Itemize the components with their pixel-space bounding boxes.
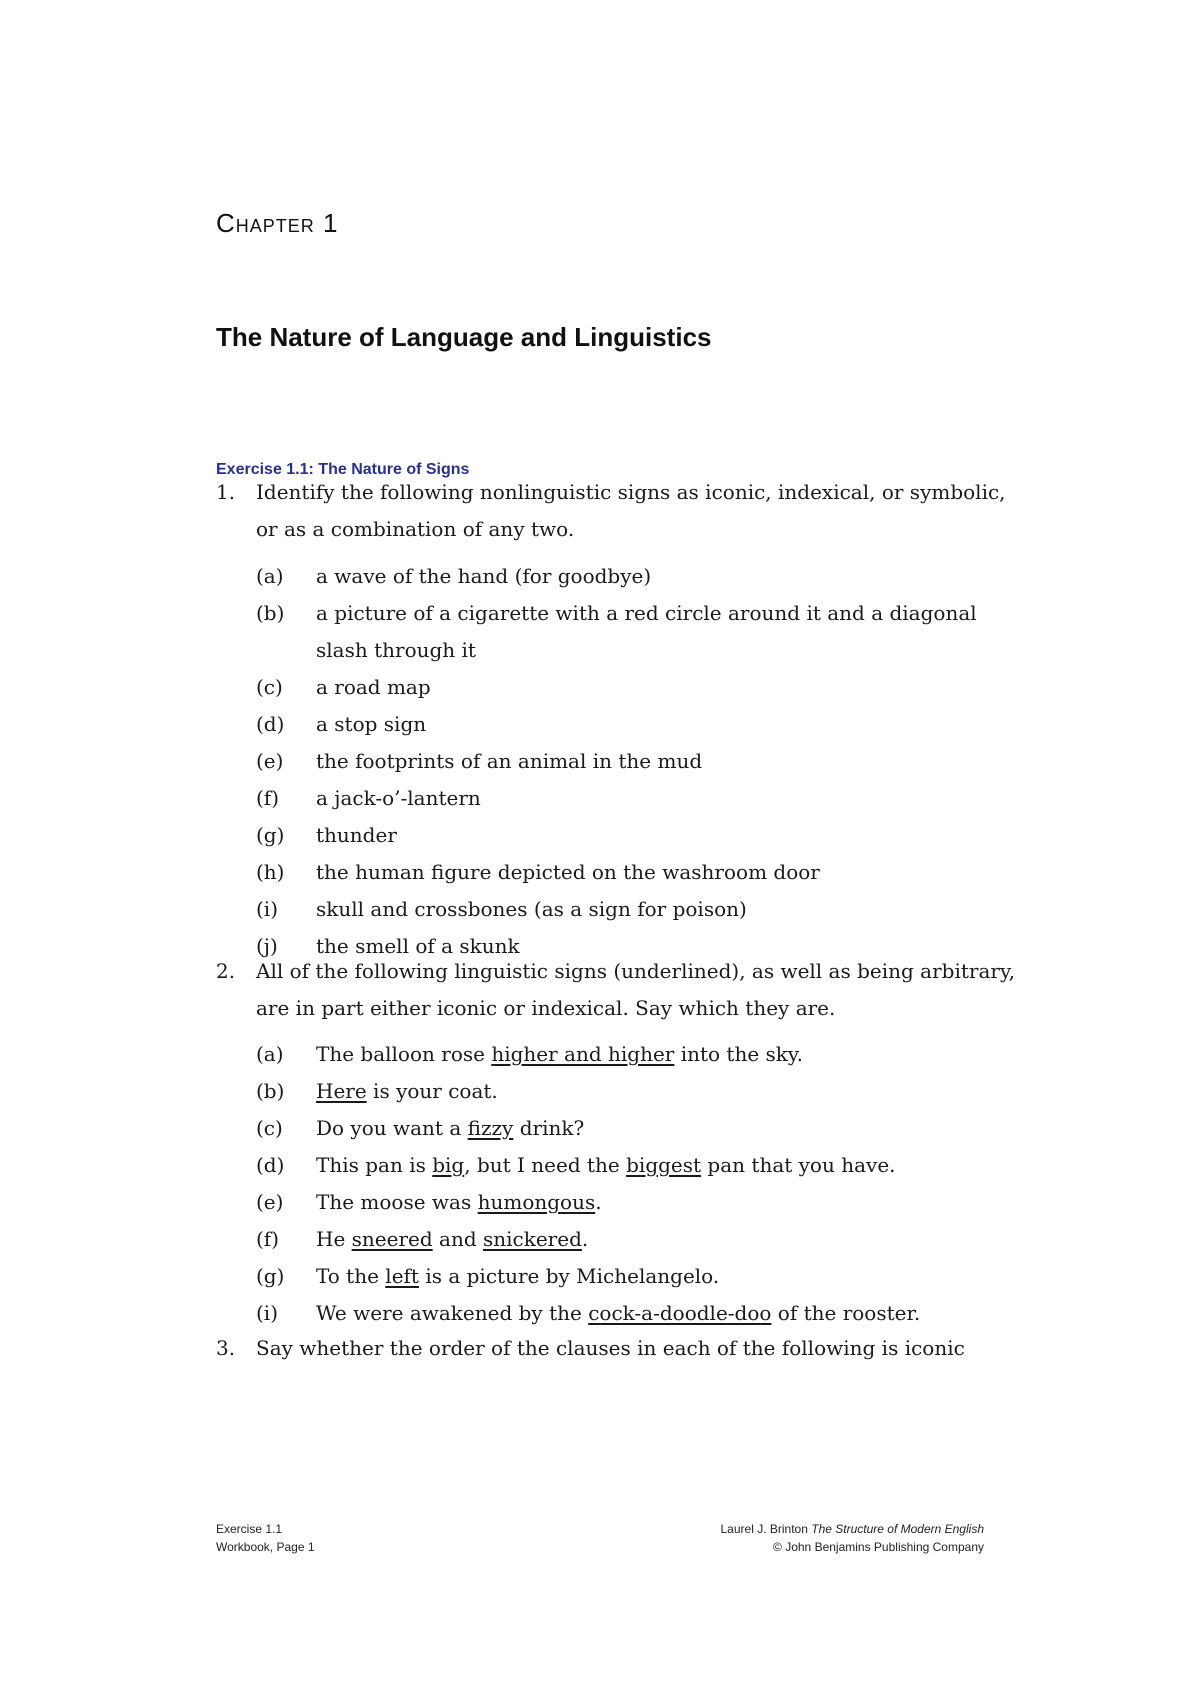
list-item — [256, 1221, 1016, 1258]
item-text: a jack-o’-lantern — [316, 786, 481, 810]
item-text: drink? — [513, 1116, 585, 1140]
list-item — [256, 1036, 1016, 1073]
item-label: (g) — [256, 823, 285, 847]
item-text: . — [595, 1190, 602, 1214]
item-text: of the rooster. — [771, 1301, 921, 1325]
item-label: (b) — [256, 1079, 285, 1103]
item-text: a stop sign — [316, 712, 427, 736]
underlined-sign: Here — [316, 1079, 367, 1103]
item-label: (c) — [256, 1116, 283, 1140]
item-text: To the — [316, 1264, 386, 1288]
item-text: is a picture by Michelangelo. — [418, 1264, 720, 1288]
item-label: (a) — [256, 564, 284, 588]
item-label: (d) — [256, 712, 285, 736]
underlined-sign: humongous — [477, 1190, 596, 1214]
question-2-items — [256, 1036, 1016, 1332]
item-text: The balloon rose — [316, 1042, 492, 1066]
list-item — [256, 1110, 1016, 1147]
item-label: (e) — [256, 1190, 284, 1214]
item-text: into the sky. — [674, 1042, 803, 1066]
list-item — [256, 854, 1016, 891]
footer-exercise-label: Exercise 1.1 — [216, 1522, 283, 1536]
question-text: Say whether the order of the clauses in each of the following is iconic — [256, 1336, 965, 1360]
item-label: (i) — [256, 1301, 279, 1325]
item-text: a road map — [316, 675, 431, 699]
list-item — [256, 1073, 1016, 1110]
question-1 — [216, 474, 1016, 548]
item-text: is your coat. — [366, 1079, 498, 1103]
item-text: This pan is — [316, 1153, 433, 1177]
item-label: (g) — [256, 1264, 285, 1288]
item-text: skull and crossbones (as a sign for poison) — [316, 897, 747, 921]
item-label: (f) — [256, 786, 280, 810]
item-text: We were awakened by the — [316, 1301, 589, 1325]
question-1-items — [256, 558, 1016, 965]
item-label: (a) — [256, 1042, 284, 1066]
list-item — [256, 780, 1016, 817]
item-label: (b) — [256, 601, 285, 625]
footer-author: Laurel J. Brinton — [720, 1522, 808, 1536]
footer-publisher: © John Benjamins Publishing Company — [773, 1540, 984, 1554]
underlined-sign: fizzy — [467, 1116, 514, 1140]
underlined-sign: left — [385, 1264, 419, 1288]
footer-right — [721, 1520, 985, 1556]
list-item — [256, 743, 1016, 780]
item-text: , but I need the — [464, 1153, 627, 1177]
list-item — [256, 1295, 1016, 1332]
item-label: (j) — [256, 934, 278, 958]
list-item — [256, 1147, 1016, 1184]
item-text: the footprints of an animal in the mud — [316, 749, 703, 773]
list-item — [256, 669, 1016, 706]
exercise-heading: Exercise 1.1: The Nature of Signs — [216, 461, 470, 478]
list-item — [256, 1258, 1016, 1295]
item-text: the human figure depicted on the washroom door — [316, 860, 820, 884]
item-text: The moose was — [316, 1190, 478, 1214]
underlined-sign: cock-a-doodle-doo — [588, 1301, 772, 1325]
item-label: (c) — [256, 675, 283, 699]
question-text: All of the following linguistic signs (underlined), as well as being arbitrary, are in part either iconic or indexical. Say which they are. — [256, 959, 1015, 1020]
item-text: a picture of a cigarette with a red circle around it and a diagonal slash through it — [316, 601, 977, 662]
item-text: and — [432, 1227, 483, 1251]
footer-page-label: Workbook, Page 1 — [216, 1540, 315, 1554]
item-text: a wave of the hand (for goodbye) — [316, 564, 652, 588]
footer-citation — [721, 1520, 985, 1538]
item-text: thunder — [316, 823, 397, 847]
chapter-label: Chapter 1 — [216, 208, 339, 238]
item-label: (e) — [256, 749, 284, 773]
question-text: Identify the following nonlinguistic signs as iconic, indexical, or symbolic, or as a combination of any two. — [256, 480, 1006, 541]
underlined-sign: sneered — [351, 1227, 433, 1251]
underlined-sign: biggest — [626, 1153, 702, 1177]
list-item — [256, 1184, 1016, 1221]
chapter-title: The Nature of Language and Linguistics — [216, 322, 712, 352]
question-number: 3. — [216, 1336, 236, 1360]
item-label: (d) — [256, 1153, 285, 1177]
question-number: 2. — [216, 959, 236, 983]
item-label: (i) — [256, 897, 279, 921]
question-2 — [216, 953, 1016, 1027]
question-number: 1. — [216, 480, 236, 504]
item-text: He — [316, 1227, 352, 1251]
underlined-sign: higher and higher — [491, 1042, 675, 1066]
item-text: pan that you have. — [701, 1153, 896, 1177]
item-label: (h) — [256, 860, 285, 884]
list-item — [256, 891, 1016, 928]
list-item — [256, 558, 1016, 595]
item-text: . — [581, 1227, 589, 1251]
footer-left — [216, 1520, 315, 1556]
question-3 — [216, 1330, 1016, 1367]
underlined-sign: snickered — [482, 1227, 582, 1251]
underlined-sign: big — [432, 1153, 465, 1177]
item-text: Do you want a — [316, 1116, 468, 1140]
item-text: the smell of a skunk — [316, 934, 520, 958]
footer-book-title: The Structure of Modern English — [811, 1522, 984, 1536]
list-item — [256, 817, 1016, 854]
item-label: (f) — [256, 1227, 280, 1251]
list-item — [256, 595, 1016, 669]
list-item — [256, 706, 1016, 743]
